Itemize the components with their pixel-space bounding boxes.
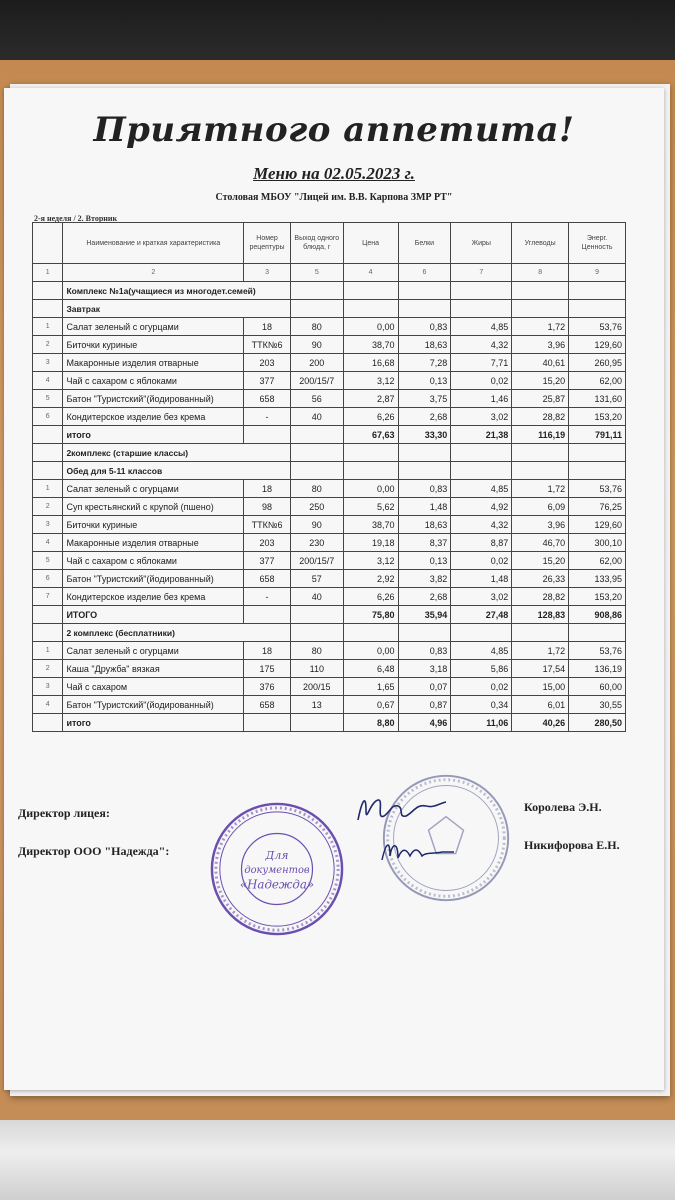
table-cell: 18,63 [398,516,451,534]
dish-name: Салат зеленый с огурцами [63,642,244,660]
table-row [33,570,626,588]
total-value: 908,86 [569,606,626,624]
table-cell: 0,87 [398,696,451,714]
total-value: 35,94 [398,606,451,624]
table-cell: 62,00 [569,552,626,570]
table-cell: 17,54 [512,660,569,678]
header-cell [33,223,63,264]
dish-name: Кондитерское изделие без крема [63,588,244,606]
table-cell: 0,13 [398,552,451,570]
table-cell: 1,72 [512,318,569,336]
table-cell: 13 [290,696,343,714]
dish-name: Каша "Дружба" вязкая [63,660,244,678]
table-cell: 1,72 [512,642,569,660]
table-cell: 5 [33,552,63,570]
director-lyceum-label: Директор лицея: [18,806,110,820]
header-cell: Белки [398,223,451,264]
table-cell: 3 [33,516,63,534]
table-row [33,354,626,372]
table-cell: 2 [33,660,63,678]
meal-title-label: Завтрак [63,300,290,318]
complex-title-label: Комплекс №1а(учащиеся из многодет.семей) [63,282,290,300]
table-cell: 0,83 [398,480,451,498]
table-cell: 153,20 [569,588,626,606]
total-value: 4,96 [398,714,451,732]
table-cell: 40 [290,408,343,426]
table-cell: 1,65 [343,678,398,696]
table-cell: 46,70 [512,534,569,552]
dish-name: Биточки куриные [63,516,244,534]
table-cell: 6,48 [343,660,398,678]
meal-title-label: Обед для 5-11 классов [63,462,290,480]
table-cell: 3,12 [343,552,398,570]
table-cell: 1,48 [451,570,512,588]
table-cell: 1 [33,318,63,336]
stamp-line-3: «Надежда» [239,877,315,892]
table-cell: 300,10 [569,534,626,552]
table-row [33,480,626,498]
table-cell: 200 [290,354,343,372]
table-cell: 0,83 [398,318,451,336]
table-cell: 0,07 [398,678,451,696]
table-cell: 3,96 [512,336,569,354]
table-cell: 28,82 [512,408,569,426]
table-cell: 98 [244,498,291,516]
director-company-name: Никифорова Е.Н. [524,838,620,852]
table-cell: 0,83 [398,642,451,660]
dish-name: Биточки куриные [63,336,244,354]
table-cell: 3,02 [451,408,512,426]
table-cell: 40,61 [512,354,569,372]
table-cell: 129,60 [569,336,626,354]
dish-name: Салат зеленый с огурцами [63,318,244,336]
table-cell: 15,00 [512,678,569,696]
table-row [33,660,626,678]
column-number: 9 [569,264,626,282]
table-cell: 2 [33,498,63,516]
total-label: итого [63,426,244,444]
table-row [33,588,626,606]
table-row [33,390,626,408]
dish-name: Чай с сахаром с яблоками [63,372,244,390]
table-cell: 3,18 [398,660,451,678]
header-cell: Энерг. Ценность [569,223,626,264]
table-cell: 60,00 [569,678,626,696]
table-cell: 1 [33,480,63,498]
complex-title [33,282,626,300]
column-number: 7 [451,264,512,282]
table-row [33,336,626,354]
table-cell: 26,33 [512,570,569,588]
table-row [33,318,626,336]
table-cell: 4,92 [451,498,512,516]
table-cell: - [244,588,291,606]
table-cell: 200/15/7 [290,372,343,390]
table-cell: 90 [290,516,343,534]
table-cell: 200/15 [290,678,343,696]
total-value: 11,06 [451,714,512,732]
table-cell: 0,34 [451,696,512,714]
table-cell: 38,70 [343,516,398,534]
total-value: 40,26 [512,714,569,732]
table-cell: 230 [290,534,343,552]
table-cell: 0,00 [343,318,398,336]
table-cell: 7 [33,588,63,606]
table-cell: 4,32 [451,336,512,354]
table-cell: 90 [290,336,343,354]
table-cell: 0,67 [343,696,398,714]
total-label: итого [63,714,244,732]
table-cell: 57 [290,570,343,588]
table-cell: 4,32 [451,516,512,534]
dish-name: Макаронные изделия отварные [63,354,244,372]
total-value: 75,80 [343,606,398,624]
meal-title [33,300,626,318]
table-cell: 203 [244,534,291,552]
table-cell: 3,96 [512,516,569,534]
header-cell: Цена [343,223,398,264]
column-number: 4 [343,264,398,282]
table-cell: 133,95 [569,570,626,588]
table-cell: 62,00 [569,372,626,390]
table-row [33,408,626,426]
column-number: 5 [290,264,343,282]
cloth [0,1120,675,1200]
table-cell: 7,28 [398,354,451,372]
table-cell: 4 [33,372,63,390]
total-value: 280,50 [569,714,626,732]
table-cell: - [244,408,291,426]
table-cell: 30,55 [569,696,626,714]
table-cell: 6,26 [343,408,398,426]
table-cell: 658 [244,390,291,408]
table-cell: 80 [290,642,343,660]
column-number: 8 [512,264,569,282]
week-label: 2-я неделя / 2. Вторник [34,214,118,223]
table-cell: 0,00 [343,642,398,660]
table-cell: 1,48 [398,498,451,516]
table-cell: 377 [244,552,291,570]
table-cell: 53,76 [569,480,626,498]
total-value: 67,63 [343,426,398,444]
column-number: 1 [33,264,63,282]
table-cell: 0,13 [398,372,451,390]
table-cell: 110 [290,660,343,678]
header-row [33,223,626,264]
table-cell: 2 [33,336,63,354]
table-cell: 15,20 [512,372,569,390]
table-cell: 2,68 [398,408,451,426]
stamp-line-1: Для [265,849,289,863]
table-cell: 18,63 [398,336,451,354]
table-cell: 203 [244,354,291,372]
total-value: 128,83 [512,606,569,624]
table-cell: 40 [290,588,343,606]
dish-name: Батон "Туристский"(йодированный) [63,390,244,408]
column-number: 2 [63,264,244,282]
signature-company [378,834,458,868]
header-cell: Номер рецептуры [244,223,291,264]
table-cell: 18 [244,318,291,336]
header-cell: Жиры [451,223,512,264]
table-cell: 28,82 [512,588,569,606]
table-cell: 6 [33,570,63,588]
table-cell: 1 [33,642,63,660]
table-cell: 3 [33,354,63,372]
table-cell: ТТК№6 [244,516,291,534]
column-number: 6 [398,264,451,282]
table-cell: 260,95 [569,354,626,372]
table-cell: 56 [290,390,343,408]
table-cell: 2,92 [343,570,398,588]
table-cell: 4 [33,534,63,552]
complex-title-label: 2комплекс (старшие классы) [63,444,290,462]
total-value: 33,30 [398,426,451,444]
total-value: 116,19 [512,426,569,444]
dish-name: Чай с сахаром с яблоками [63,552,244,570]
signature-lyceum [354,790,450,830]
table-cell: 6,26 [343,588,398,606]
canteen-name: Столовая МБОУ "Лицей им. В.В. Карпова ЗМР РТ" [215,192,453,203]
table-cell: 38,70 [343,336,398,354]
table-cell: 5,62 [343,498,398,516]
table-cell: 53,76 [569,642,626,660]
table-cell: 5 [33,390,63,408]
table-cell: 18 [244,480,291,498]
total-value: 8,80 [343,714,398,732]
table-cell: 2,68 [398,588,451,606]
table-cell: 4 [33,696,63,714]
table-cell: 377 [244,372,291,390]
table-row [33,534,626,552]
dish-name: Кондитерское изделие без крема [63,408,244,426]
director-lyceum-name: Королева Э.Н. [524,800,602,814]
table-cell: 0,02 [451,678,512,696]
stamp-line-2: документов [244,864,310,876]
table-cell: 16,68 [343,354,398,372]
total-value: 21,38 [451,426,512,444]
dish-name: Батон "Туристский"(йодированный) [63,696,244,714]
menu-date: Меню на 02.05.2023 г. [253,164,415,183]
table-row [33,498,626,516]
table-cell: 6 [33,408,63,426]
table-cell: 3,02 [451,588,512,606]
table-cell: 7,71 [451,354,512,372]
dish-name: Чай с сахаром [63,678,244,696]
table-cell: 0,00 [343,480,398,498]
total-row [33,426,626,444]
total-value: 791,11 [569,426,626,444]
meal-title [33,462,626,480]
page-title: Приятного аппетита! [93,110,575,150]
table-cell: 131,60 [569,390,626,408]
table-cell: 80 [290,480,343,498]
table-row [33,678,626,696]
table-cell: 658 [244,570,291,588]
header-cell: Выход одного блюда, г [290,223,343,264]
dish-name: Батон "Туристский"(йодированный) [63,570,244,588]
table-cell: 3,75 [398,390,451,408]
director-company-label: Директор ООО "Надежда": [18,844,170,858]
table-cell: 6,01 [512,696,569,714]
menu-sheet [4,88,664,1090]
table-cell: 3 [33,678,63,696]
table-cell: 376 [244,678,291,696]
table-cell: 129,60 [569,516,626,534]
column-number: 3 [244,264,291,282]
table-cell: 15,20 [512,552,569,570]
total-value: 27,48 [451,606,512,624]
table-cell: 18 [244,642,291,660]
dish-name: Макаронные изделия отварные [63,534,244,552]
total-label: ИТОГО [63,606,244,624]
complex-title-label: 2 комплекс (бесплатники) [63,624,290,642]
table-cell: 175 [244,660,291,678]
table-cell: 5,86 [451,660,512,678]
table-cell: 53,76 [569,318,626,336]
table-cell: 658 [244,696,291,714]
header-cell: Углеводы [512,223,569,264]
table-cell: 2,87 [343,390,398,408]
table-cell: 8,37 [398,534,451,552]
table-cell: ТТК№6 [244,336,291,354]
table-row [33,516,626,534]
table-cell: 6,09 [512,498,569,516]
column-number-row [33,264,626,282]
table-cell: 3,82 [398,570,451,588]
table-cell: 153,20 [569,408,626,426]
table-cell: 8,87 [451,534,512,552]
table-cell: 25,87 [512,390,569,408]
table-cell: 4,85 [451,642,512,660]
table-cell: 76,25 [569,498,626,516]
complex-title [33,444,626,462]
table-cell: 3,12 [343,372,398,390]
table-cell: 80 [290,318,343,336]
complex-title [33,624,626,642]
background-top [0,0,675,60]
table-cell: 4,85 [451,480,512,498]
table-cell: 1,72 [512,480,569,498]
table-cell: 250 [290,498,343,516]
company-seal [208,800,346,938]
table-cell: 0,02 [451,552,512,570]
dish-name: Суп крестьянский с крупой (пшено) [63,498,244,516]
table-cell: 200/15/7 [290,552,343,570]
table-row [33,372,626,390]
total-row [33,714,626,732]
table-row [33,696,626,714]
total-row [33,606,626,624]
table-cell: 4,85 [451,318,512,336]
table-row [33,642,626,660]
table-row [33,552,626,570]
menu-table [32,222,626,732]
table-cell: 0,02 [451,372,512,390]
table-cell: 1,46 [451,390,512,408]
header-cell: Наименование и краткая характеристика [63,223,244,264]
dish-name: Салат зеленый с огурцами [63,480,244,498]
table-cell: 19,18 [343,534,398,552]
table-cell: 136,19 [569,660,626,678]
